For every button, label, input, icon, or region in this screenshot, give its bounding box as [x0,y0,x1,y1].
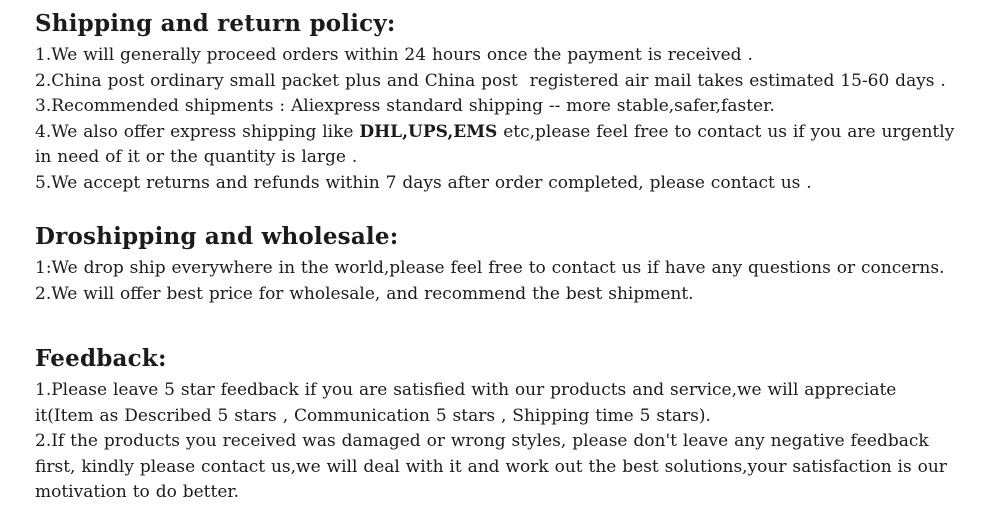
shipping-item-4-pre: 4.We also offer express shipping like [35,121,360,142]
dropshipping-item-1: 1:We drop ship everywhere in the world,please feel free to contact us if have any questions or concerns. [35,258,945,278]
feedback-item-1: 1.Please leave 5 star feedback if you are satisfied with our products and service,we will appreciate it(Item as Described 5 stars , Communication 5 stars , Shipping time 5 stars). [35,380,903,426]
shipping-item-1: 1.We will generally proceed orders within 24 hours once the payment is received . [35,45,753,65]
section-shipping-return-policy [35,10,961,196]
section-title-shipping-return-policy: Shipping and return policy: [35,10,396,37]
shipping-item-3: 3.Recommended shipments : Aliexpress standard shipping -- more stable,safer,faster. [35,96,775,116]
section-feedback [35,345,958,506]
shipping-item-4-post: etc,please feel free to contact us if you are urgently in need of it or the quantity is large . [35,121,961,167]
shipping-item-4-carriers: DHL,UPS,EMS [359,121,498,142]
shipping-item-5: 5.We accept returns and refunds within 7 days after order completed, please contact us . [35,172,812,193]
section-title-dropshipping-wholesale: Droshipping and wholesale: [35,223,399,250]
section-title-feedback: Feedback: [35,345,167,372]
dropshipping-item-2: 2.We will offer best price for wholesale, and recommend the best shipment. [35,283,694,304]
shipping-item-2: 2.China post ordinary small packet plus and China post registered air mail takes estimated 15-60 days . [35,70,946,91]
shipping-item-4 [35,120,961,171]
section-dropshipping-wholesale [35,223,958,307]
feedback-item-2: 2.If the products you received was damaged or wrong styles, please don't leave any negative feedback first, kindly please contact us,we will deal with it and work out the best solutions,your satisfaction is our motivation to do better. [35,431,953,502]
